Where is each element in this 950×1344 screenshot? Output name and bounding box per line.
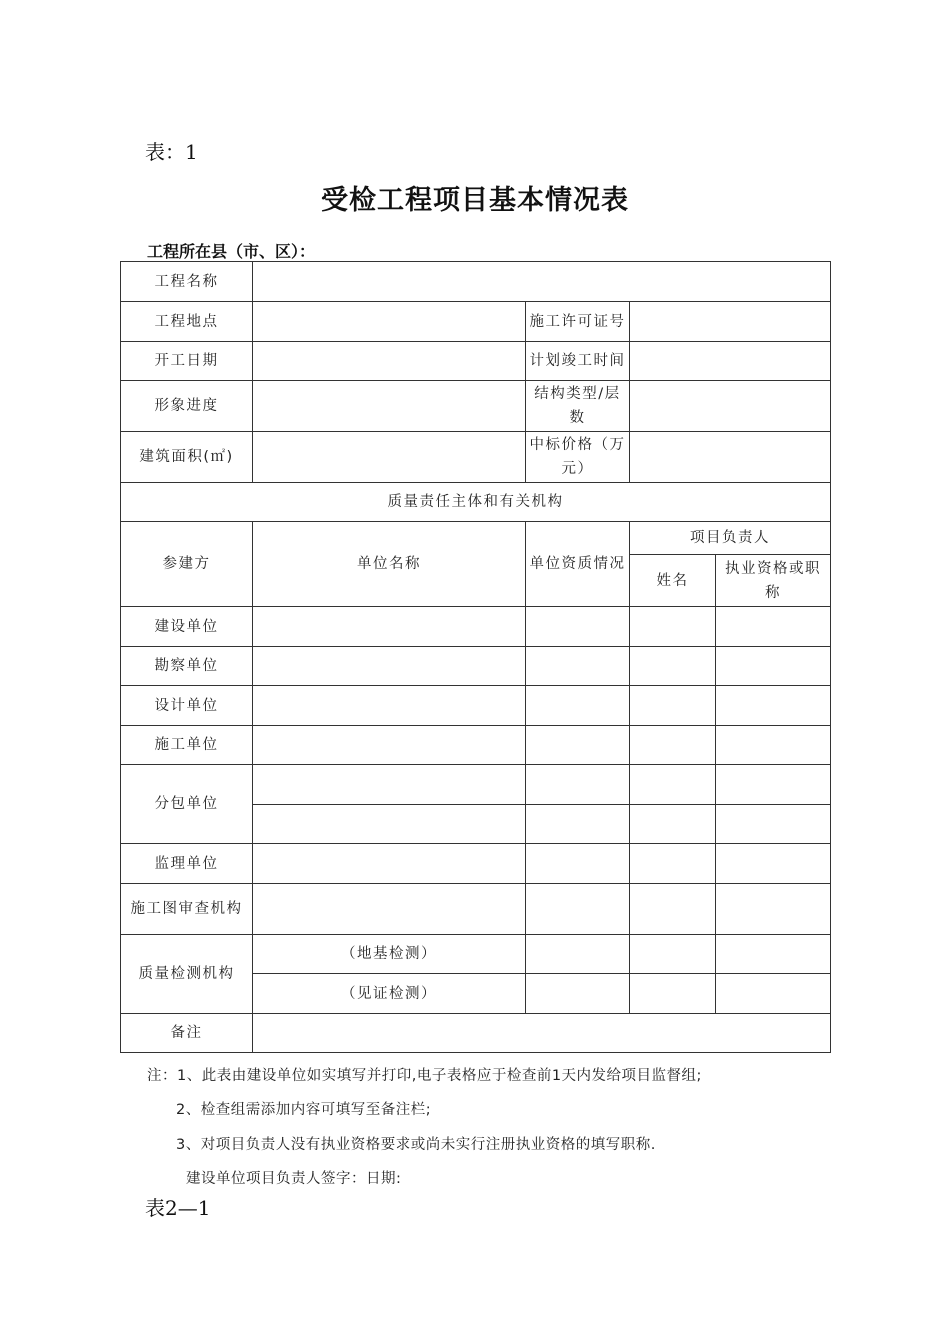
table-cell[interactable] [716, 935, 831, 974]
bid-price-label: 中标价格（万元） [526, 432, 630, 483]
testing-agency-label: 质量检测机构 [121, 935, 253, 1014]
design-unit-label: 设计单位 [121, 686, 253, 726]
table-cell[interactable] [253, 686, 526, 726]
permit-no-value[interactable] [630, 302, 831, 342]
table-cell[interactable] [526, 884, 630, 935]
table-row [121, 765, 831, 805]
progress-value[interactable] [253, 381, 526, 432]
cert-column-header: 执业资格或职称 [716, 555, 831, 607]
survey-unit-label: 勘察单位 [121, 647, 253, 686]
project-info-table [120, 261, 831, 1053]
table-row [121, 302, 831, 342]
witness-test-label: （见证检测） [253, 974, 526, 1014]
bid-price-value[interactable] [630, 432, 831, 483]
table-row [121, 342, 831, 381]
permit-no-label: 施工许可证号 [526, 302, 630, 342]
table-cell[interactable] [630, 647, 716, 686]
table-row [121, 884, 831, 935]
table-row [121, 432, 831, 483]
table-row [121, 381, 831, 432]
table-row [121, 935, 831, 974]
table-cell[interactable] [526, 686, 630, 726]
table-cell[interactable] [526, 935, 630, 974]
table-cell[interactable] [630, 974, 716, 1014]
county-label: 工程所在县（市、区）： [147, 242, 316, 261]
table-cell[interactable] [526, 844, 630, 884]
supervision-unit-label: 监理单位 [121, 844, 253, 884]
drawing-review-label: 施工图审查机构 [121, 884, 253, 935]
structure-type-value[interactable] [630, 381, 831, 432]
table-row [121, 726, 831, 765]
construction-unit-label: 建设单位 [121, 607, 253, 647]
table-cell[interactable] [253, 884, 526, 935]
note-3: 3、对项目负责人没有执业资格要求或尚未实行注册执业资格的填写职称. [176, 1137, 656, 1153]
name-column-header: 姓名 [630, 555, 716, 607]
table-cell[interactable] [253, 647, 526, 686]
builder-unit-label: 施工单位 [121, 726, 253, 765]
section-header: 质量责任主体和有关机构 [121, 483, 831, 522]
table-header-row [121, 522, 831, 555]
table-cell[interactable] [253, 805, 526, 844]
table-cell[interactable] [630, 805, 716, 844]
table-cell[interactable] [630, 844, 716, 884]
table-cell[interactable] [526, 607, 630, 647]
table-row [121, 262, 831, 302]
table-cell[interactable] [630, 884, 716, 935]
progress-label: 形象进度 [121, 381, 253, 432]
table-cell[interactable] [630, 765, 716, 805]
party-column-header: 参建方 [121, 522, 253, 607]
table-cell[interactable] [526, 805, 630, 844]
table-number-2: 表2—1 [145, 1196, 211, 1220]
project-location-value[interactable] [253, 302, 526, 342]
table-row [121, 1014, 831, 1053]
table-cell[interactable] [716, 974, 831, 1014]
note-2: 2、检查组需添加内容可填写至备注栏; [176, 1102, 432, 1118]
project-location-label: 工程地点 [121, 302, 253, 342]
planned-completion-label: 计划竣工时间 [526, 342, 630, 381]
page-title: 受检工程项目基本情况表 [321, 185, 629, 216]
table-cell[interactable] [716, 607, 831, 647]
remarks-label: 备注 [121, 1014, 253, 1053]
table-cell[interactable] [630, 726, 716, 765]
table-cell[interactable] [253, 726, 526, 765]
table-cell[interactable] [630, 686, 716, 726]
table-cell[interactable] [526, 647, 630, 686]
floor-area-value[interactable] [253, 432, 526, 483]
table-cell[interactable] [716, 686, 831, 726]
qualification-column-header: 单位资质情况 [526, 522, 630, 607]
table-cell[interactable] [526, 765, 630, 805]
note-1: 注：1、此表由建设单位如实填写并打印,电子表格应于检查前1天内发给项目监督组; [147, 1068, 702, 1084]
table-cell[interactable] [716, 726, 831, 765]
table-cell[interactable] [716, 765, 831, 805]
start-date-label: 开工日期 [121, 342, 253, 381]
table-cell[interactable] [526, 974, 630, 1014]
planned-completion-value[interactable] [630, 342, 831, 381]
table-row [121, 607, 831, 647]
table-cell[interactable] [716, 647, 831, 686]
table-cell[interactable] [630, 935, 716, 974]
foundation-test-label: （地基检测） [253, 935, 526, 974]
table-cell[interactable] [716, 884, 831, 935]
table-row [121, 844, 831, 884]
unit-name-column-header: 单位名称 [253, 522, 526, 607]
floor-area-label: 建筑面积(㎡) [121, 432, 253, 483]
subcontract-unit-label: 分包单位 [121, 765, 253, 844]
project-name-value[interactable] [253, 262, 831, 302]
structure-type-label: 结构类型/层数 [526, 381, 630, 432]
table-row [121, 483, 831, 522]
remarks-value[interactable] [253, 1014, 831, 1053]
table-cell[interactable] [253, 844, 526, 884]
table-cell[interactable] [253, 765, 526, 805]
table-cell[interactable] [526, 726, 630, 765]
table-cell[interactable] [716, 844, 831, 884]
table-row [121, 647, 831, 686]
start-date-value[interactable] [253, 342, 526, 381]
signature-line: 建设单位项目负责人签字：日期: [186, 1171, 402, 1187]
table-cell[interactable] [253, 607, 526, 647]
table-number: 表：1 [145, 140, 198, 164]
table-row [121, 686, 831, 726]
project-name-label: 工程名称 [121, 262, 253, 302]
project-lead-column-header: 项目负责人 [630, 522, 831, 555]
table-cell[interactable] [630, 607, 716, 647]
table-cell[interactable] [716, 805, 831, 844]
